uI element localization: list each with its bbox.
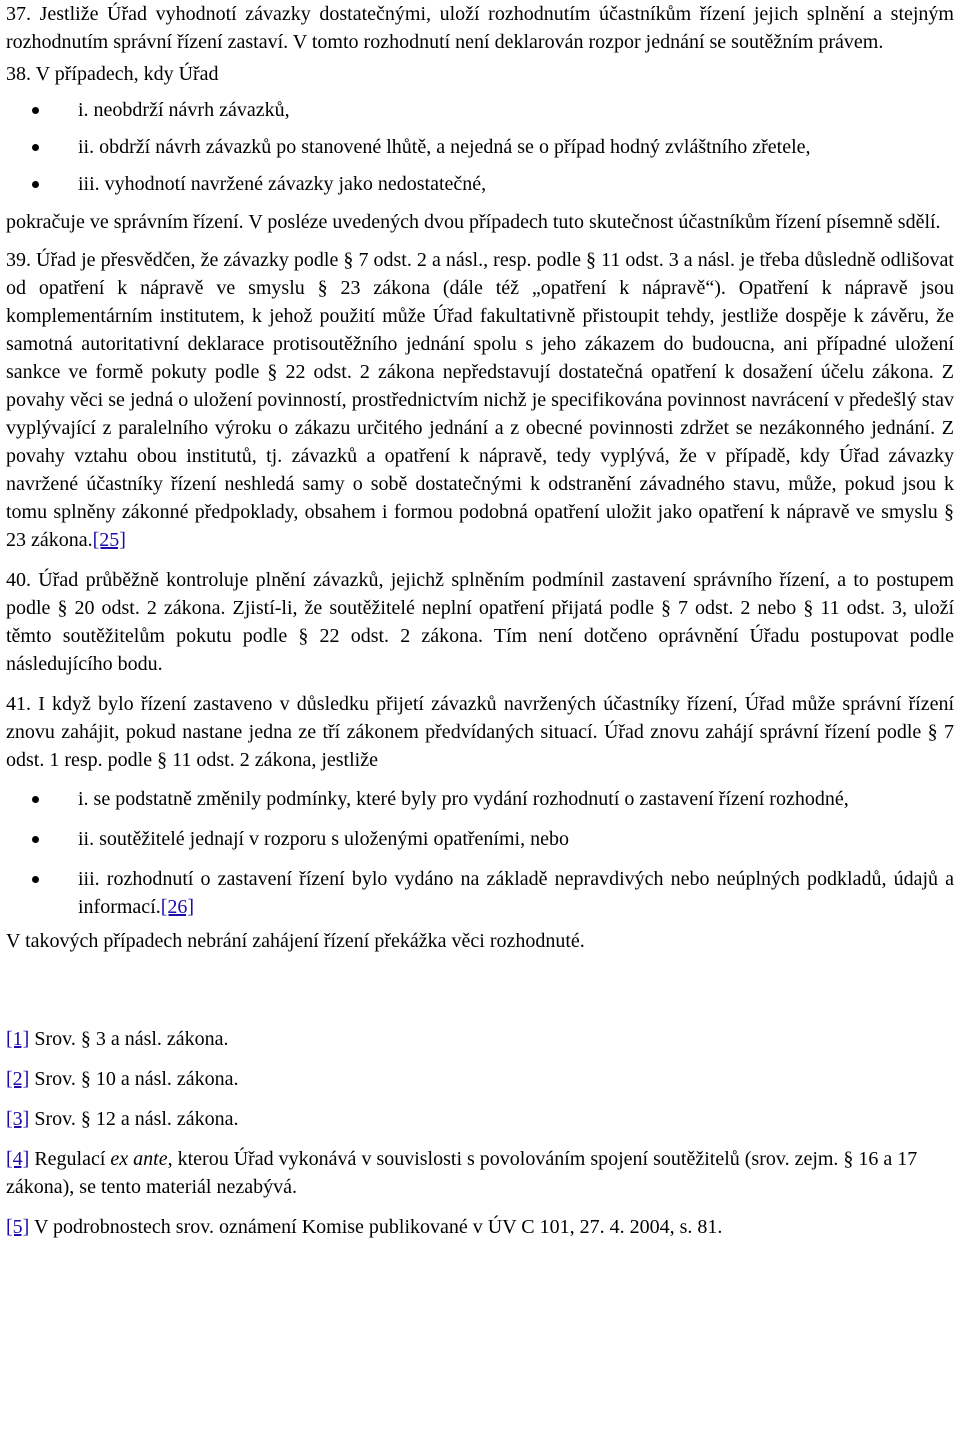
footnote-3: [3] Srov. § 12 a násl. zákona. [6,1108,239,1130]
bullet-icon [32,181,39,188]
footnote-5: [5] V podrobnostech srov. oznámení Komise publikované v ÚV C 101, 27. 4. 2004, s. 81. [6,1216,723,1238]
list-item: ii. soutěžitelé jednají v rozporu s uloženými opatřeními, nebo [6,825,954,853]
footnote-separator [6,955,954,1025]
paragraph-40: 40. Úřad průběžně kontroluje plnění závazků, jejichž splněním podmínil zastavení správního řízení, a to postupem podle § 20 odst. 2 zákona. Zjistí-li, že soutěžitelé neplní opatření přijatá podle § 7 odst. 2 nebo § 11 odst. 3, uloží těmto soutěžitelům pokutu podle § 22 odst. 2 zákona. Tím není dotčeno oprávnění Úřadu postupovat podle následujícího bodu. [6,569,954,675]
paragraph-38-outro: pokračuje ve správním řízení. V posléze uvedených dvou případech tuto skutečnost účastníkům řízení písemně sdělí. [6,211,941,233]
footnote-2: [2] Srov. § 10 a násl. zákona. [6,1068,239,1090]
list-item: iii. vyhodnotí navržené závazky jako nedostatečné, [6,170,954,198]
footnote-backlink-3[interactable]: [3] [6,1108,30,1130]
footnote-backlink-1[interactable]: [1] [6,1028,30,1050]
footnote-1: [1] Srov. § 3 a násl. zákona. [6,1028,229,1050]
paragraph-37: 37. Jestliže Úřad vyhodnotí závazky dostatečnými, uloží rozhodnutím účastníkům řízení jejich splnění a stejným rozhodnutím správní řízení zastaví. V tomto rozhodnutí není deklarován rozpor jednání se soutěžním právem. [6,3,954,53]
bullet-icon [32,107,39,114]
footnote-backlink-5[interactable]: [5] [6,1216,30,1238]
list-item: ii. obdrží návrh závazků po stanovené lhůtě, a nejedná se o případ hodný zvláštního zřetele, [6,133,954,161]
list-item: i. se podstatně změnily podmínky, které byly pro vydání rozhodnutí o zastavení řízení rozhodné, [6,785,954,813]
footnote-backlink-2[interactable]: [2] [6,1068,30,1090]
footnote-link-25[interactable]: [25] [92,529,126,551]
list-item: i. neobdrží návrh závazků, [6,96,954,124]
footnote-4: [4] Regulací ex ante, kterou Úřad vykonává v souvislosti s povolováním spojení soutěžitelů (srov. zejm. § 16 a 17 zákona), se tento materiál nezabývá. [6,1148,918,1198]
bullet-icon [32,876,39,883]
bullet-icon [32,144,39,151]
paragraph-41-outro: V takových případech nebrání zahájení řízení překážka věci rozhodnuté. [6,930,585,952]
bullet-icon [32,796,39,803]
paragraph-39: 39. Úřad je přesvědčen, že závazky podle § 7 odst. 2 a násl., resp. podle § 11 odst. 3 a násl. je třeba důsledně odlišovat od opatření k nápravě ve smyslu § 23 zákona (dále též „opatření k nápravě“). Opatření k nápravě jsou komplementárním institutem, k jehož použití může Úřad fakultativně přistoupit tehdy, jestliže dospěje k závěru, že samotná autoritativní deklarace protisoutěžního jednání spolu s jeho zákazem do budoucna, ani případné uložení sankce ve formě pokuty podle § 22 odst. 2 zákona nepředstavují dostatečná opatření k dosažení účelu zákona. Z povahy věci se jedná o uložení povinností, prostřednictvím nichž je specifikována povinnost navrácení v předešlý stav vyplývající z paralelního výroku o zákazu určitého jednání a z obecné povinnosti zdržet se nezákonného jednání. Z povahy vztahu obou institutů, tj. závazků a opatření k nápravě, tedy vyplývá, že v případě, kdy Úřad závazky navržené účastníky řízení neshledá samy o sobě dostatečnými k odstranění závadného stavu, může, pokud jsou k tomu splněny zákonné předpoklady, obsahem i formou podobná opatření uložit jako opatření k nápravě ve smyslu § 23 zákona.[25] [6,249,954,551]
paragraph-41-intro: 41. I když bylo řízení zastaveno v důsledku přijetí závazků navržených účastníky řízení, Úřad může správní řízení znovu zahájit, pokud nastane jedna ze tří zákonem předvídaných situací. Úřad znovu zahájí správní řízení podle § 7 odst. 1 resp. podle § 11 odst. 2 zákona, jestliže [6,693,954,771]
paragraph-41-list [6,785,954,921]
bullet-icon [32,836,39,843]
footnote-link-26[interactable]: [26] [160,896,195,918]
paragraph-38-list [6,96,954,198]
list-item: iii. rozhodnutí o zastavení řízení bylo vydáno na základě nepravdivých nebo neúplných podkladů, údajů a informací.[26] [6,865,954,921]
footnote-backlink-4[interactable]: [4] [6,1148,30,1170]
document-page [6,0,954,1241]
paragraph-38-intro: 38. V případech, kdy Úřad [6,63,219,85]
